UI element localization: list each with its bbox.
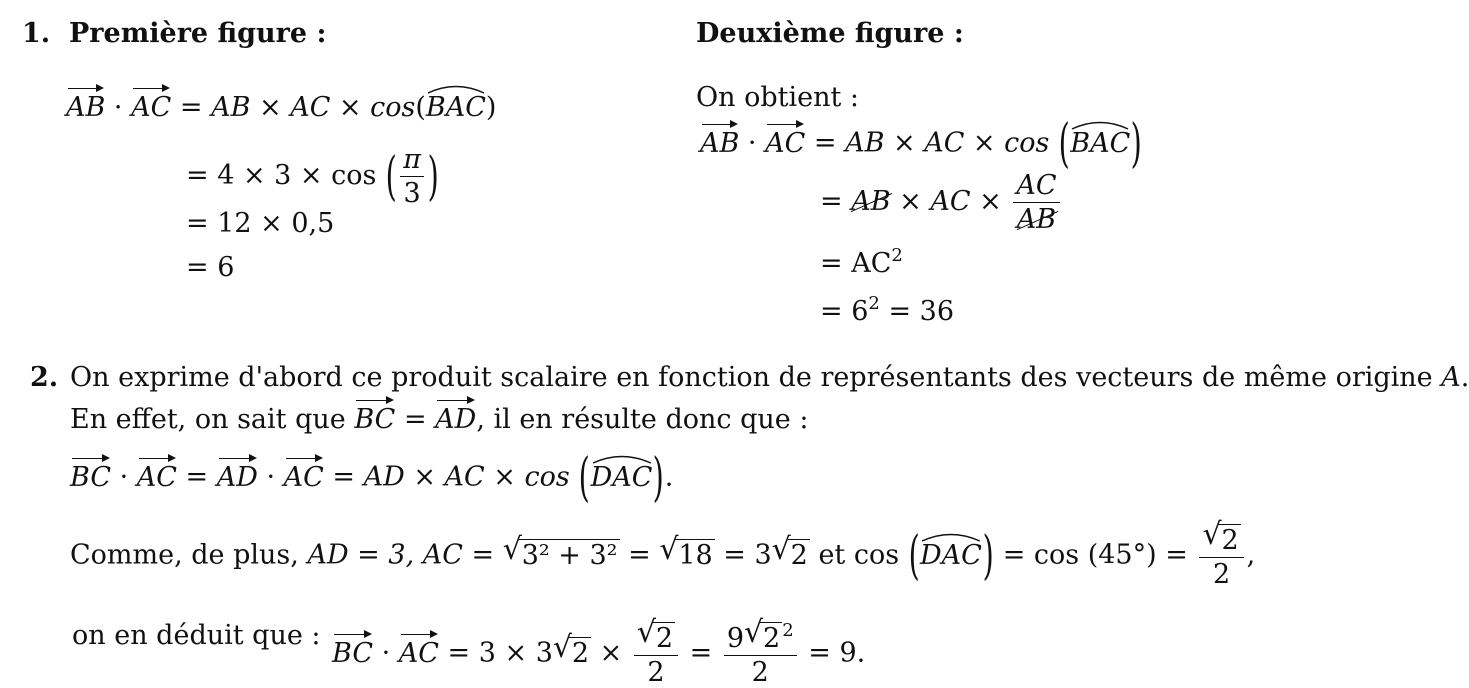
part1-eq2: = 4 × 3 × cos ( $\frac{\pi}{3}$ ) <box>186 144 439 209</box>
part1b-eq2: = AB × AC × $\frac{AC}{AB}$ <box>820 172 1063 233</box>
part2-line5-text: on en déduit que : <box>72 620 321 651</box>
part2-line2: En effet, on sait que BC = AD, il en résulte donc que : <box>70 404 809 435</box>
part2-number: 2. <box>30 362 59 393</box>
part1-eq1: AB · AC = AB × AC × cos( BAC) <box>66 92 496 121</box>
angle-dac: DAC <box>591 464 653 491</box>
angle-dac-2: DAC <box>920 542 982 569</box>
part1-heading <box>22 20 326 47</box>
sqrt2-over-2: √ 2 2 <box>1199 524 1243 588</box>
pi-over-3: $\frac{\pi}{3}$ <box>400 146 424 207</box>
part1b-intro: On obtient : <box>696 82 860 113</box>
angle-bac: BAC <box>426 94 486 121</box>
angle-bac-2: BAC <box>1070 130 1130 157</box>
part1b-eq1: AB · AC = AB × AC × cos ( BAC) <box>700 114 1142 174</box>
part1b-eq3: = $AC^2$ <box>820 245 903 279</box>
part2-line5-eq: BC · AC = 3 × 3 √ 2 × √ 2 2 = 9 √ 2 $^2$ 2 = 9. <box>332 615 866 688</box>
part1-eq3: = 12 × 0,5 <box>186 208 335 239</box>
part2-line4: Comme, de plus, AD = 3, AC = √ 3² + 3² = √ 18 = 3 √ 2 et cos ( DAC) = cos (45°) = √ 2 2 , <box>70 517 1256 590</box>
part1-eq1-rhs: = AB × AC × cos <box>179 92 416 123</box>
ac-over-ab: $\frac{AC}{AB}$ <box>1013 172 1059 233</box>
part1-title: Première figure : <box>69 18 327 49</box>
part1-eq2-rhs: = 4 × 3 × cos <box>186 160 377 191</box>
part1-eq4: = 6 <box>186 252 235 283</box>
part2-line3: BC · AC = AD · AC = AD × AC × cos ( DAC). <box>70 448 674 508</box>
part2-line1: On exprime d'abord ce produit scalaire en fonction de représentants des vecteurs de même origine A. <box>70 362 1469 393</box>
part1b-title: Deuxième figure : <box>696 18 964 49</box>
part1-number: 1. <box>22 18 51 49</box>
part1b-eq4: = $6^2 = 36$ <box>820 293 954 327</box>
